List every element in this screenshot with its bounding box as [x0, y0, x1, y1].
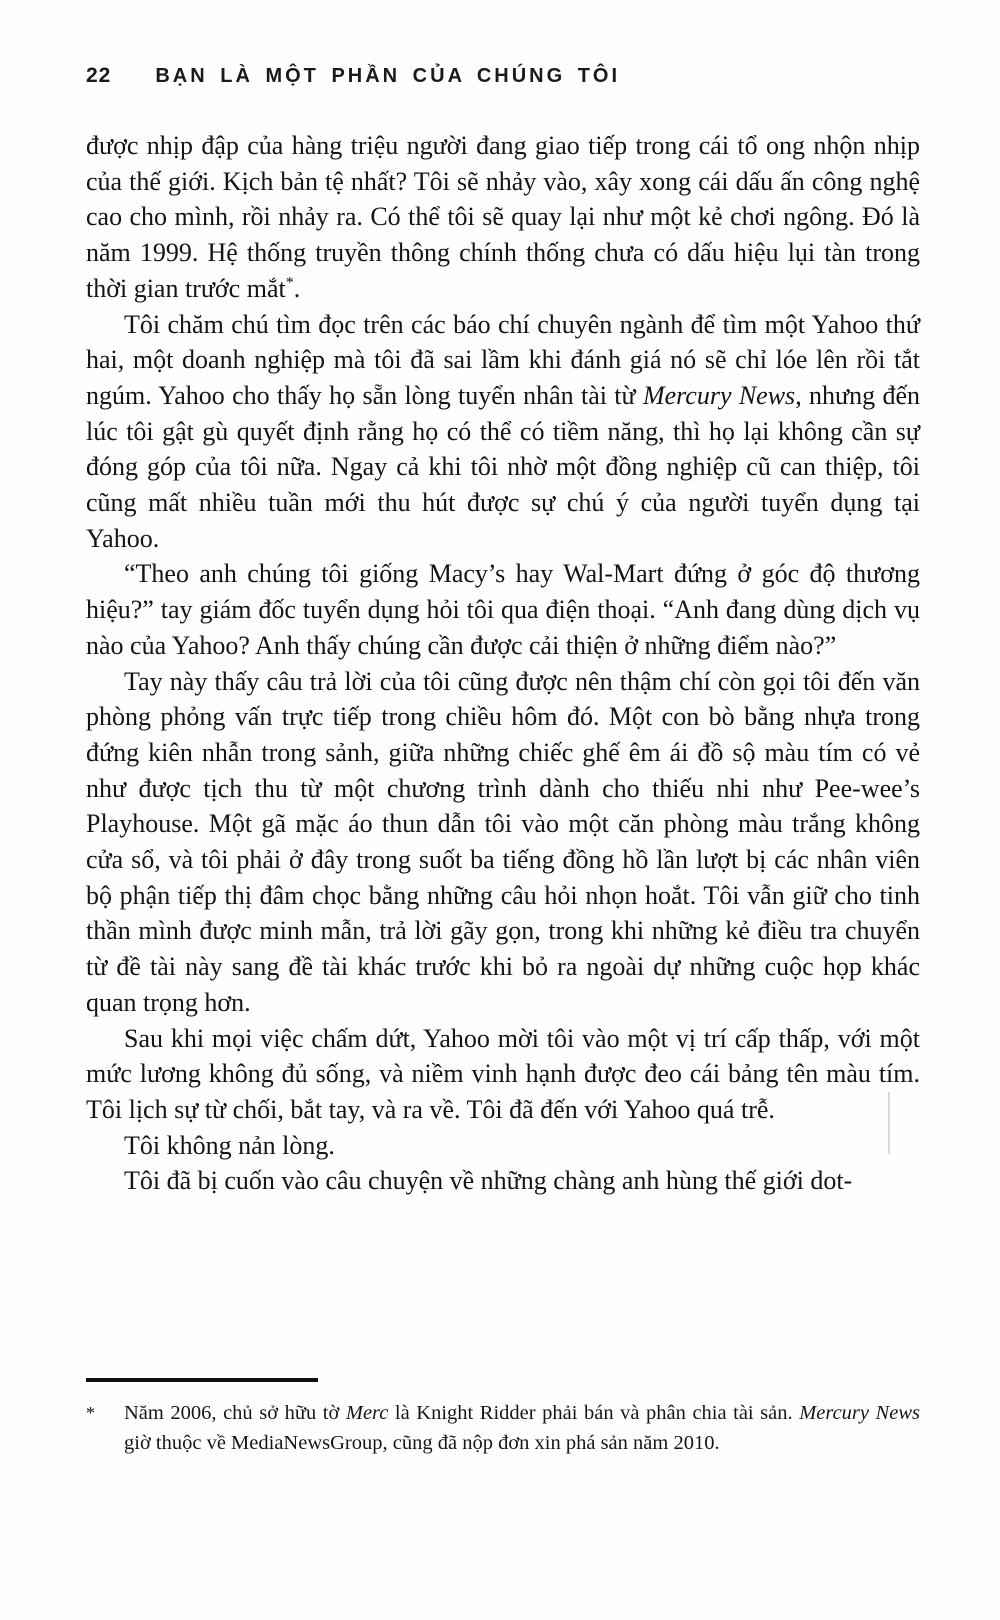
- italic-text-run: Mercury News: [642, 380, 796, 410]
- text-run: Tôi chăm chú tìm đọc trên các báo chí chuyên ngành để tìm một Yahoo thứ hai, một doanh nghiệp mà tôi đã sai lầm khi đánh giá nó sẽ chỉ lóe lên rồi tắt ngúm. Yahoo cho thấy họ sẵn lòng tuyển nhân tài từ: [86, 309, 920, 410]
- text-run: “Theo anh chúng tôi giống Macy’s hay Wal-Mart đứng ở góc độ thương hiệu?” tay giám đốc tuyển dụng hỏi tôi qua điện thoại. “Anh đang dùng dịch vụ nào của Yahoo? Anh thấy chúng cần được cải thiện ở những điểm nào?”: [86, 559, 920, 660]
- paragraph: [86, 1128, 920, 1164]
- footnote-reference-mark: *: [285, 274, 294, 292]
- running-head: [86, 64, 920, 88]
- body-text: [86, 128, 920, 1199]
- text-run: .: [293, 273, 301, 303]
- text-run: là Knight Ridder phải bán và phân chia tài sản.: [388, 1402, 800, 1424]
- text-run: Tay này thấy câu trả lời của tôi cũng được nên thậm chí còn gọi tôi đến văn phòng phỏng vấn trực tiếp trong chiều hôm đó. Một con bò bằng nhựa trong đứng kiên nhẫn trong sảnh, giữa những chiếc ghế êm ái đồ sộ màu tím có vẻ như được tịch thu từ một chương trình dành cho thiếu nhi như Pee-wee’s Playhouse. Một gã mặc áo thun dẫn tôi vào một căn phòng màu trắng không cửa sổ, và tôi phải ở đây trong suốt ba tiếng đồng hồ lần lượt bị các nhân viên bộ phận tiếp thị đâm chọc bằng những câu hỏi nhọn hoắt. Tôi vẫn giữ cho tinh thần mình được minh mẫn, trả lời gãy gọn, trong khi những kẻ điều tra chuyển từ đề tài này sang đề tài khác trước khi bỏ ra ngoài dự những cuộc họp khác quan trọng hơn.: [86, 666, 920, 1017]
- footnote-text: [124, 1398, 920, 1458]
- text-run: được nhịp đập của hàng triệu người đang giao tiếp trong cái tổ ong nhộn nhịp của thế giới. Kịch bản tệ nhất? Tôi sẽ nhảy vào, xây xong cái dấu ấn công nghệ cao cho mình, rồi nhảy ra. Có thể tôi sẽ quay lại như một kẻ chơi ngông. Đó là năm 1999. Hệ thống truyền thông chính thống chưa có dấu hiệu lụi tàn trong thời gian trước mắt: [86, 131, 920, 303]
- scan-artifact-line: [888, 1092, 890, 1154]
- paragraph: [86, 307, 920, 557]
- paragraph: [86, 1021, 920, 1128]
- footnote-area: [86, 1378, 920, 1458]
- paragraph: [86, 664, 920, 1021]
- text-run: Sau khi mọi việc chấm dứt, Yahoo mời tôi vào một vị trí cấp thấp, với một mức lương không đủ sống, và niềm vinh hạnh được đeo cái bảng tên màu tím. Tôi lịch sự từ chối, bắt tay, và ra về. Tôi đã đến với Yahoo quá trễ.: [86, 1023, 920, 1124]
- footnote-marker: *: [86, 1403, 95, 1423]
- text-run: giờ thuộc về MediaNewsGroup, cũng đã nộp đơn xin phá sản năm 2010.: [124, 1432, 720, 1454]
- italic-text-run: Merc: [345, 1402, 389, 1424]
- italic-text-run: Mercury News: [799, 1402, 920, 1424]
- footnote-divider: [86, 1378, 318, 1382]
- text-run: , nhưng đến lúc tôi gật gù quyết định rằng họ có thể có tiềm năng, thì họ lại không cần sự đóng góp của tôi nữa. Ngay cả khi tôi nhờ một đồng nghiệp cũ can thiệp, tôi cũng mất nhiều tuần mới thu hút được sự chú ý của người tuyển dụng tại Yahoo.: [86, 380, 920, 553]
- text-run: Tôi đã bị cuốn vào câu chuyện về những chàng anh hùng thế giới dot-: [124, 1166, 853, 1196]
- paragraph: [86, 128, 920, 307]
- paragraph: [86, 1163, 920, 1199]
- text-run: Tôi không nản lòng.: [124, 1130, 335, 1160]
- running-title: BẠN LÀ MỘT PHẦN CỦA CHÚNG TÔI: [155, 65, 621, 87]
- footnote: [86, 1398, 920, 1458]
- paragraph: [86, 556, 920, 663]
- text-run: Năm 2006, chủ sở hữu tờ: [124, 1402, 346, 1424]
- page-number: 22: [86, 64, 112, 87]
